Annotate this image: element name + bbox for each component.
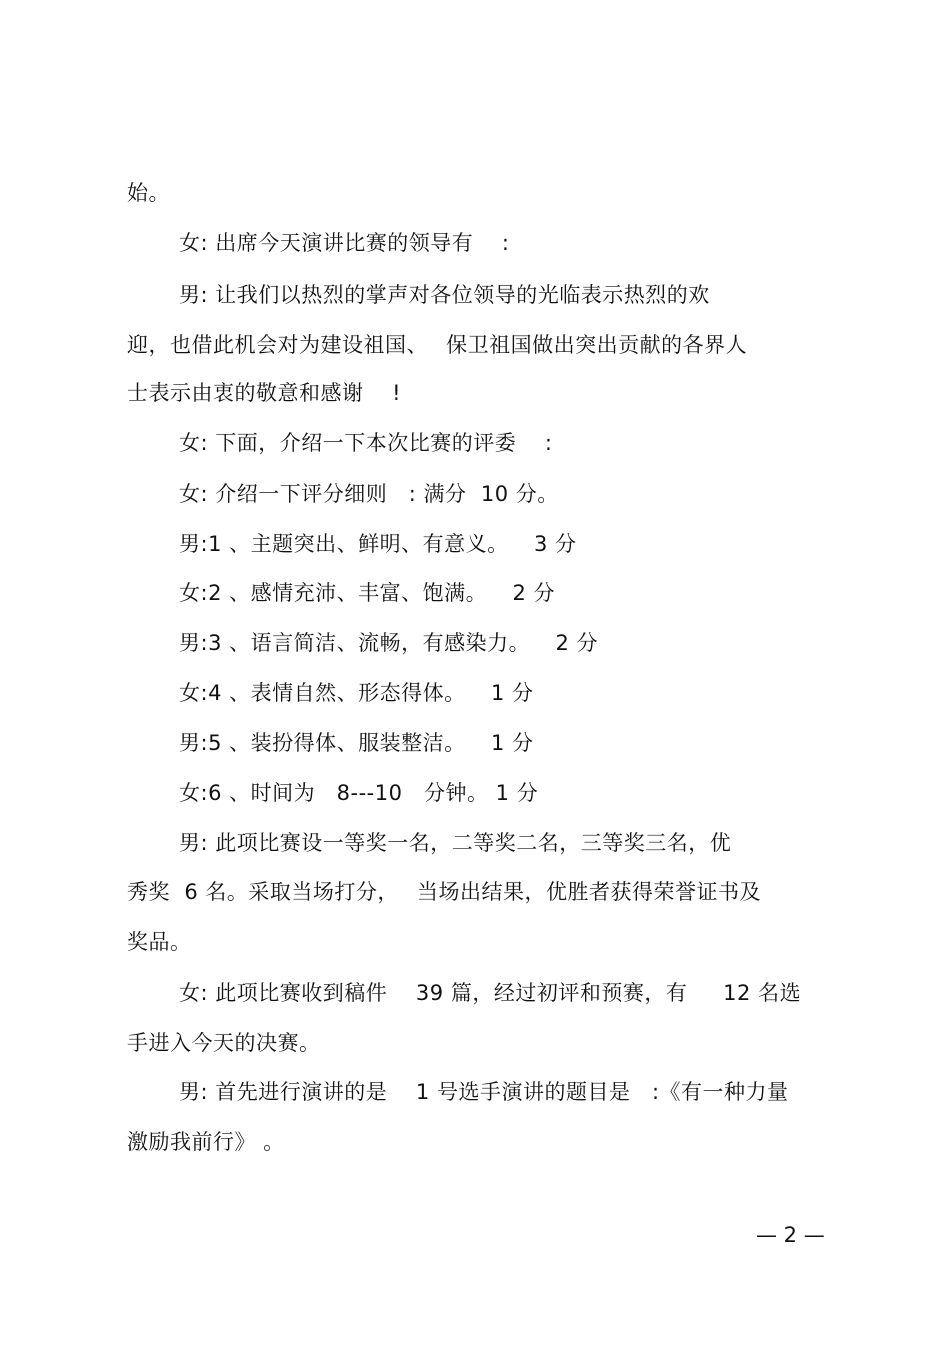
text-line: 迎，也借此机会对为建设祖国、 保卫祖国做出突出贡献的各界人 [127,333,748,357]
text-line: 始。 [127,181,170,205]
text-line: 男: 首先进行演讲的是 1 号选手演讲的题目是 :《有一种力量 [179,1080,789,1104]
text-line: 激励我前行》 。 [127,1130,285,1154]
text-line: 女:4 、表情自然、形态得体。 1 分 [179,681,534,705]
text-line: 女: 出席今天演讲比赛的领导有 : [179,231,510,255]
text-line: 女: 介绍一下评分细则 : 满分 10 分。 [179,482,559,506]
text-line: 男:1 、主题突出、鲜明、有意义。 3 分 [179,532,577,556]
text-line: 奖品。 [127,930,192,954]
text-line: 男: 让我们以热烈的掌声对各位领导的光临表示热烈的欢 [179,283,710,307]
text-line: 女:2 、感情充沛、丰富、饱满。 2 分 [179,581,555,605]
text-line: 男: 此项比赛设一等奖一名，二等奖二名，三等奖三名，优 [179,831,732,855]
text-line: 女: 此项比赛收到稿件 39 篇，经过初评和预赛，有 12 名选 [179,981,802,1005]
text-line: 女:6 、时间为 8---10 分钟。 1 分 [179,781,539,805]
text-line: 手进入今天的决赛。 [127,1031,321,1055]
text-line: 男:5 、装扮得体、服装整洁。 1 分 [179,731,534,755]
text-line: 女: 下面，介绍一下本次比赛的评委 : [179,431,553,455]
text-line: 士表示由衷的敬意和感谢 ! [127,381,402,405]
text-line: 秀奖 6 名。采取当场打分， 当场出结果，优胜者获得荣誉证书及 [127,880,762,904]
text-line: 男:3 、语言简洁、流畅，有感染力。 2 分 [179,631,598,655]
page-number: — 2 — [756,1223,825,1247]
